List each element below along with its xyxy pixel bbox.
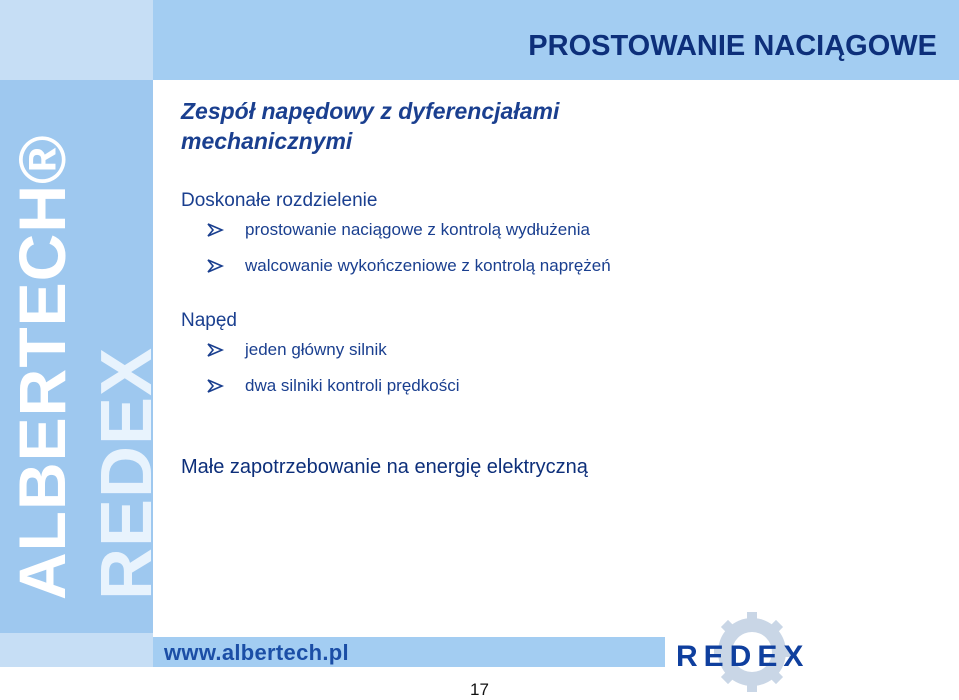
bullet-list (181, 332, 921, 404)
list-item-text: dwa silniki kontroli prędkości (245, 376, 460, 395)
slide-content (181, 96, 921, 499)
list-item (181, 332, 921, 368)
arrowhead-bullet-icon (205, 222, 225, 238)
slide-heading: Zespół napędowy z dyferencjałami mechanicznymi (181, 98, 560, 154)
footer-left-block (0, 633, 153, 667)
left-band-top (0, 0, 153, 80)
list-item (181, 368, 921, 404)
list-item-text: prostowanie naciągowe z kontrolą wydłużenia (245, 220, 590, 239)
final-note: Małe zapotrzebowanie na energię elektryczną (181, 456, 588, 478)
section-title: Doskonałe rozdzielenie (181, 190, 378, 211)
list-item-text: walcowanie wykończeniowe z kontrolą naprężeń (245, 256, 611, 275)
side-brand (0, 80, 167, 633)
header-bar (153, 0, 959, 80)
brand-albertech-vertical: ALBERTECH® (5, 134, 79, 600)
page-number: 17 (470, 680, 489, 699)
list-item (181, 212, 921, 248)
arrowhead-bullet-icon (205, 258, 225, 274)
list-item-text: jeden główny silnik (245, 340, 387, 359)
section-separation (181, 190, 921, 284)
slide-title: PROSTOWANIE NACIĄGOWE (528, 30, 937, 62)
bullet-list (181, 212, 921, 284)
list-item (181, 248, 921, 284)
brand-redex-vertical: REDEX (87, 346, 167, 600)
website-link[interactable]: www.albertech.pl (164, 640, 349, 665)
section-drive (181, 310, 921, 404)
redex-logo-text: REDEX (676, 640, 810, 673)
arrowhead-bullet-icon (205, 342, 225, 358)
section-title: Napęd (181, 310, 237, 331)
arrowhead-bullet-icon (205, 378, 225, 394)
